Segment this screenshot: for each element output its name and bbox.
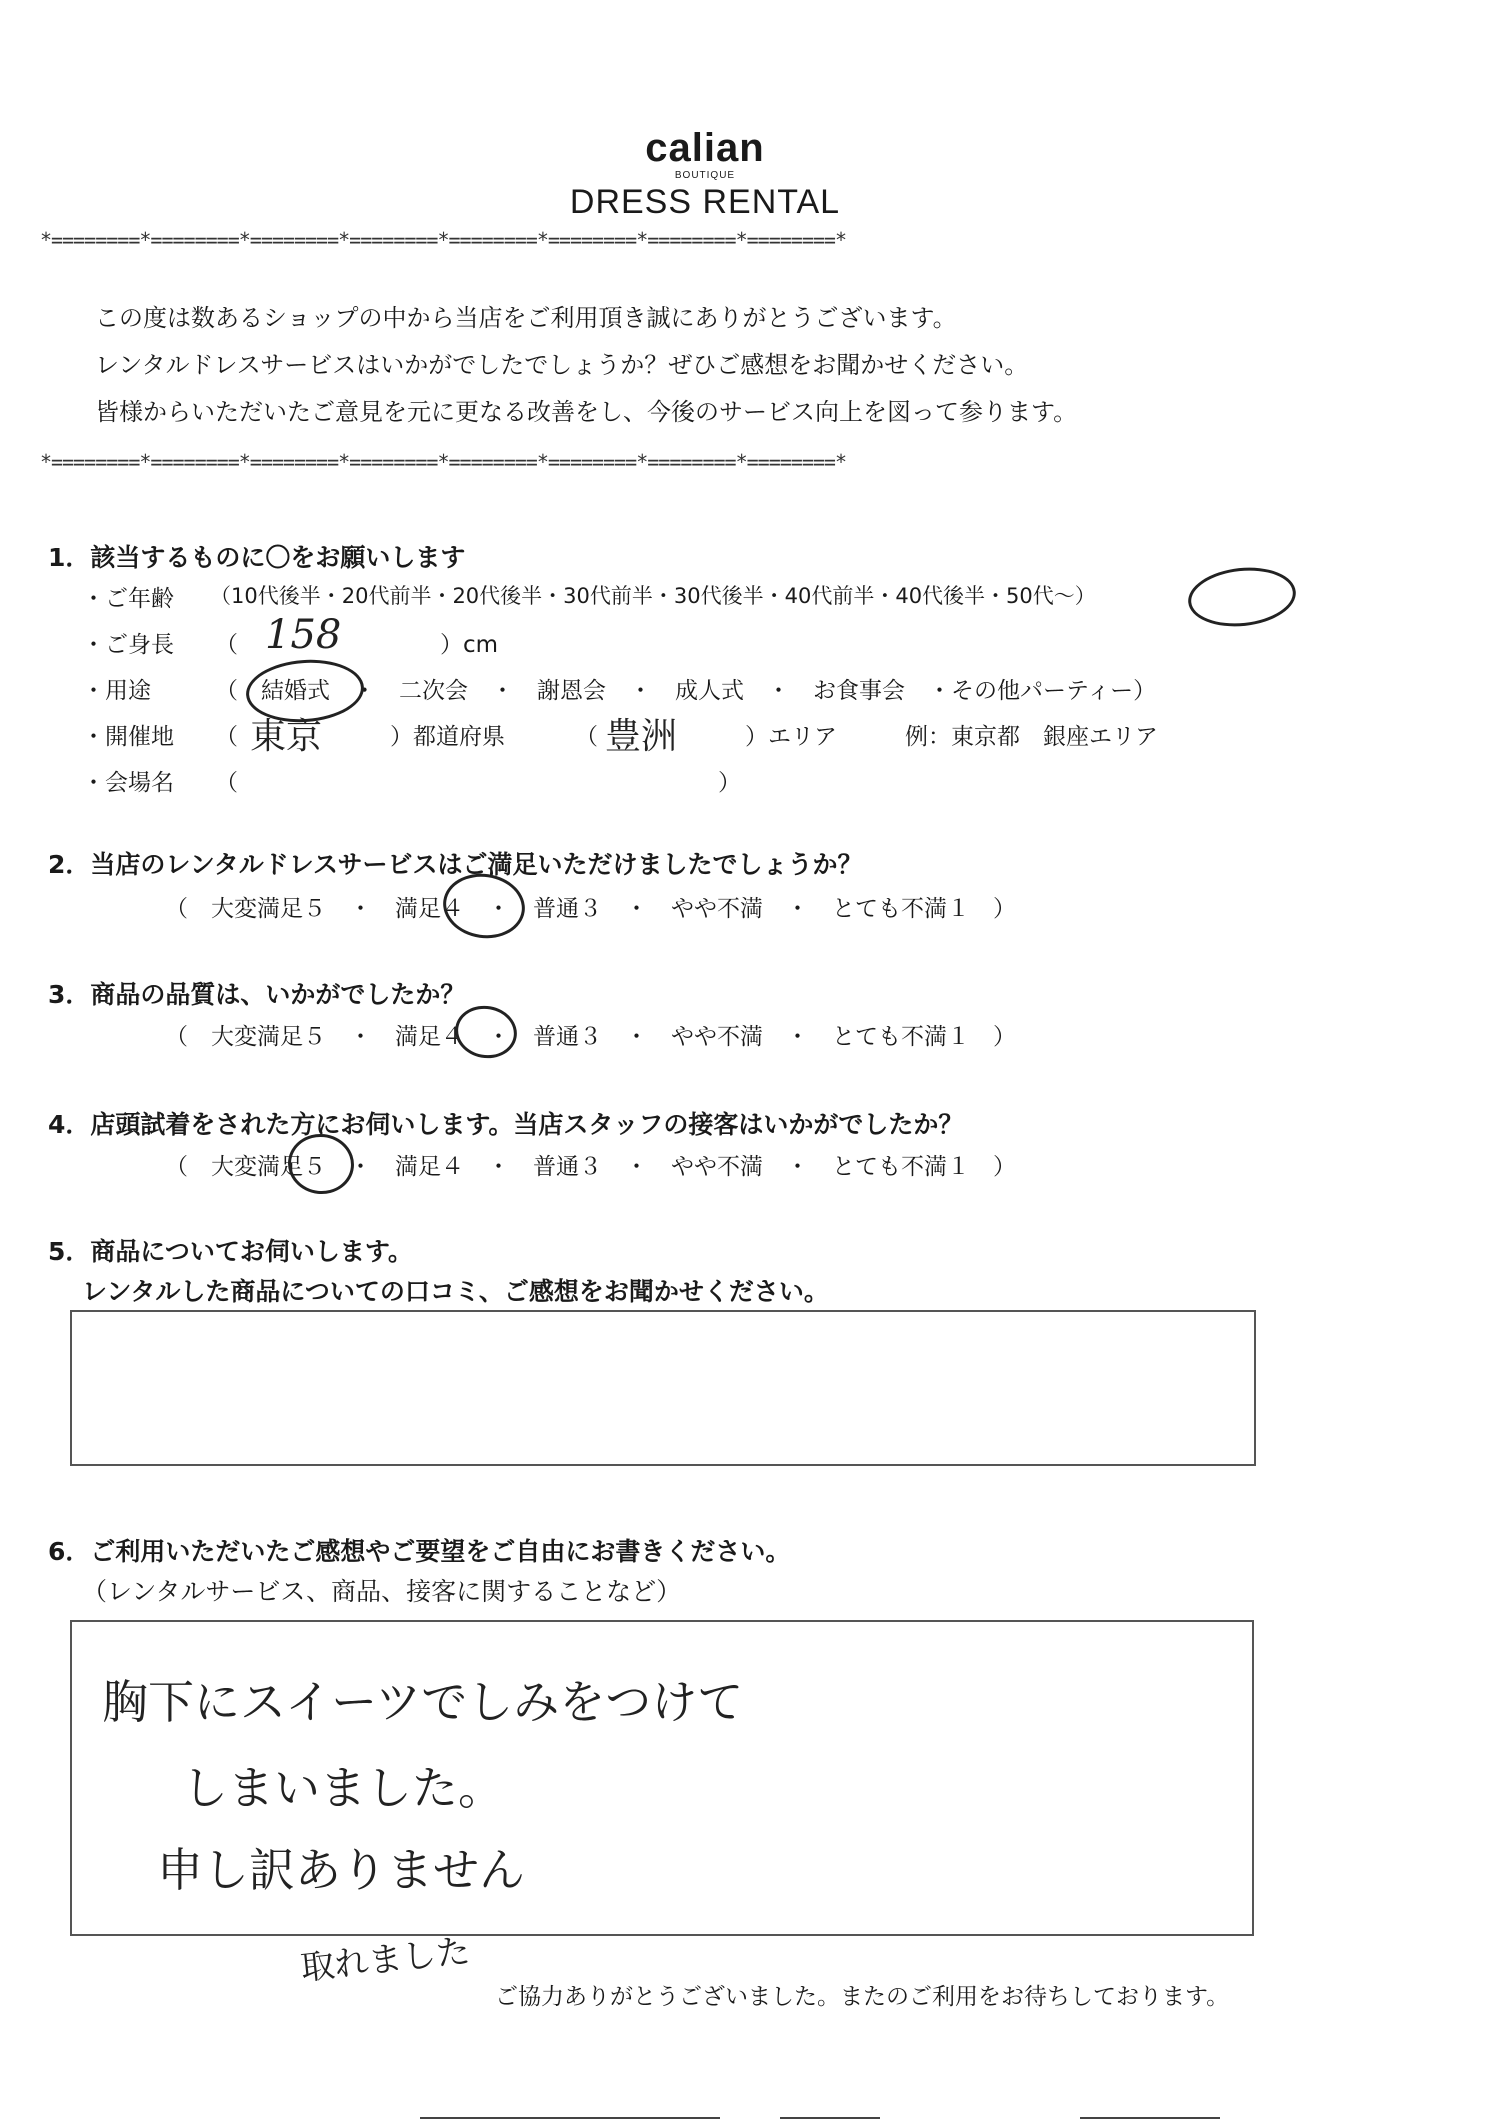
scan-edge-line xyxy=(780,2117,880,2119)
page-title: DRESS RENTAL xyxy=(569,183,841,221)
height-open: （ xyxy=(215,632,238,658)
q3-scale: （ 大変満足５ ・ 満足４ ・ 普通３ ・ やや不満 ・ とても不満１ ） xyxy=(165,1024,1016,1050)
q4-scale: （ 大変満足５ ・ 満足４ ・ 普通３ ・ やや不満 ・ とても不満１ ） xyxy=(165,1154,1016,1180)
height-label: ・ご身長 xyxy=(82,632,174,658)
venue-example: 例：東京都 銀座エリア xyxy=(905,724,1158,750)
height-value: 158 xyxy=(265,612,342,658)
q5-answer-box[interactable] xyxy=(70,1310,1256,1466)
age-options: （10代後半・20代前半・20代後半・30代前半・30代後半・40代前半・40代後半・50代～） xyxy=(210,584,1096,608)
age-selected-circle xyxy=(1185,563,1298,632)
q6-subtitle: （レンタルサービス、商品、接客に関することなど） xyxy=(82,1577,682,1606)
hall-label: ・会場名 xyxy=(82,770,174,796)
venue-area-suffix: ）エリア xyxy=(745,724,837,750)
q4-title: 4．店頭試着をされた方にお伺いします。当店スタッフの接客はいかがでしたか？ xyxy=(48,1110,964,1139)
intro-line-3: 皆様からいただいたご意見を元に更なる改善をし、今後のサービス向上を図って参ります。 xyxy=(95,398,1078,426)
q6-answer-line-1: 胸下にスイーツでしみをつけて xyxy=(102,1675,744,1729)
q5-subtitle: レンタルした商品についての口コミ、ご感想をお聞かせください。 xyxy=(82,1277,829,1306)
q6-title: 6．ご利用いただいたご感想やご要望をご自由にお書きください。 xyxy=(48,1537,791,1566)
scan-edge-line xyxy=(420,2117,720,2119)
divider-bottom: *========*========*========*========*========*========*========*========* xyxy=(40,450,846,474)
venue-area-value: 豊洲 xyxy=(605,716,678,757)
hall-open: （ xyxy=(215,770,238,796)
q6-note: 取れました xyxy=(298,1931,472,1989)
q6-answer-line-2: しまいました。 xyxy=(182,1761,504,1815)
venue-area-open: （ xyxy=(575,724,598,750)
q6-answer-line-3: 申し訳ありません xyxy=(157,1843,525,1897)
q2-title: 2．当店のレンタルドレスサービスはご満足いただけましたでしょうか？ xyxy=(48,850,863,879)
brand-logo: calian xyxy=(645,126,765,170)
brand-sub: BOUTIQUE xyxy=(674,170,736,181)
venue-pref-value: 東京 xyxy=(250,716,323,757)
q2-scale: （ 大変満足５ ・ 満足４ ・ 普通３ ・ やや不満 ・ とても不満１ ） xyxy=(165,896,1016,922)
age-label: ・ご年齢 xyxy=(82,586,174,612)
hall-close: ） xyxy=(718,770,741,796)
height-unit: ）cm xyxy=(440,632,499,658)
q1-title: 1．該当するものに〇をお願いします xyxy=(48,543,466,572)
venue-label: ・開催地 xyxy=(82,724,174,750)
usage-options: （ 結婚式 ・ 二次会 ・ 謝恩会 ・ 成人式 ・ お食事会 ・その他パーティー） xyxy=(215,678,1157,704)
intro-line-2: レンタルドレスサービスはいかがでしたでしょうか？ぜひご感想をお聞かせください。 xyxy=(95,351,1029,379)
q3-title: 3．商品の品質は、いかがでしたか？ xyxy=(48,980,466,1009)
divider-top: *========*========*========*========*========*========*========*========* xyxy=(40,228,846,252)
usage-label: ・用途 xyxy=(82,678,151,704)
venue-pref-suffix: ）都道府県 xyxy=(390,724,505,750)
venue-open: （ xyxy=(215,724,238,750)
scan-edge-line xyxy=(1080,2117,1220,2119)
intro-line-1: この度は数あるショップの中から当店をご利用頂き誠にありがとうございます。 xyxy=(95,304,957,332)
footer-thanks: ご協力ありがとうございました。またのご利用をお待ちしております。 xyxy=(495,1984,1230,2010)
q6-answer-box[interactable] xyxy=(70,1620,1254,1936)
q5-title: 5．商品についてお伺いします。 xyxy=(48,1237,413,1266)
